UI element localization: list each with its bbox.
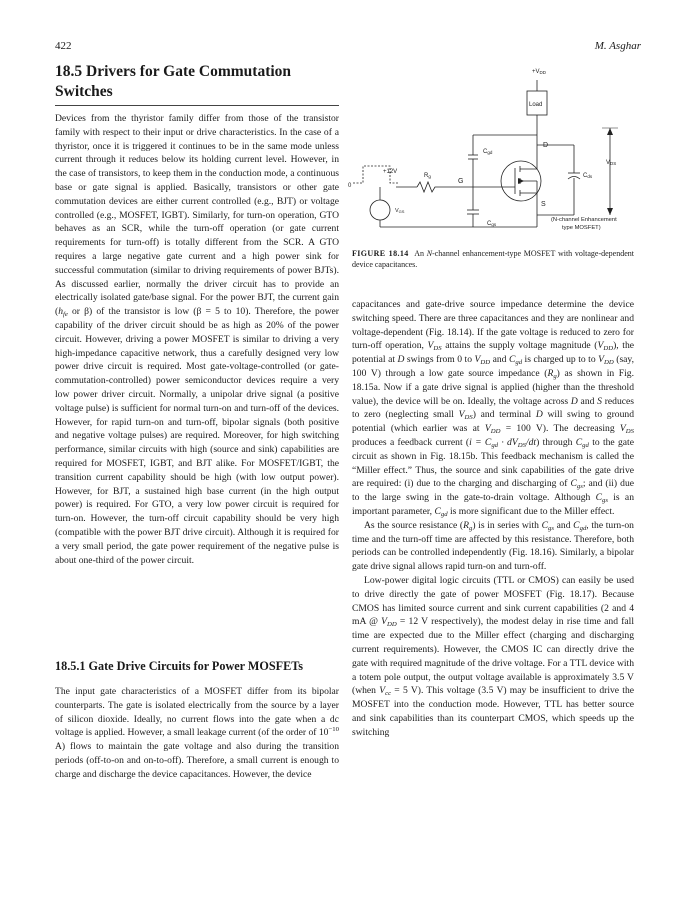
figure-caption: FIGURE 18.14 An N-channel enhancement-type MOSFET with voltage-dependent device capacitances.: [352, 249, 635, 269]
mosfet-type-line1: (N-channel Enhancement: [551, 217, 617, 223]
mosfet-circuit-figure: [340, 60, 640, 245]
left-column: [55, 112, 339, 567]
paragraph: capacitances and gate-drive source impedance determine the device switching speed. There are three capacitances and they are nonlinear and voltage-dependent (Fig. 18.14). If the gate voltage is reduced to zero for turn-off operation, $V_{DS}$ attains the supply voltage magnitude $(V_{DD})$, the potential at D swings from 0 to $V_{DD}$ and $C_{gd}$ is charged up to to $V_{DD}$ (say, 100 V) through a low gate source impedance $(R_g)$ as shown in Fig. 18.15a. Now if a gate drive signal is applied (higher than the threshold value), the device will be on. Ideally, the voltage across D and S reduces to zero (neglecting small $V_{DS}$) and terminal D will swing to ground potential (which earlier was at $V_{DD} = 100$ V). The decreasing $V_{DS}$ produces a feedback current $(i = C_{gd} \cdot dV_{DS}/dt)$ through $C_{gd}$ to the gate circuit as shown in Fig. 18.15b. This feedback mechanism is called the “Miller effect.” Thus, the source and sink capabilities of the gate drive are required: (i) due to the charging and discharging of $C_{gs}$; and (ii) due to the large swing in the gate-to-drain voltage. Although $C_{gs}$ is an important parameter, $C_{gd}$ is more significant due to the Miller effect.: [352, 299, 635, 518]
mosfet-type-line2: type MOSFET): [562, 225, 601, 231]
section-number: 18.5: [55, 63, 83, 80]
cds-label: Cds: [583, 173, 593, 179]
section-title: [55, 62, 340, 102]
figure-label: FIGURE 18.14: [352, 249, 409, 258]
running-head: M. Asghar: [594, 40, 641, 52]
g-terminal-label: G: [458, 178, 464, 185]
subsection-title: [55, 659, 339, 674]
vgs-label: VGS: [395, 208, 405, 214]
plus12v-label: +12V: [383, 169, 398, 175]
vgs-source: [370, 200, 390, 220]
d-terminal-label: D: [543, 142, 549, 149]
title-rule: [55, 105, 339, 106]
subsection-number: 18.5.1: [55, 659, 86, 673]
vds-label: VDS: [606, 160, 617, 166]
cgd-label: Cgd: [483, 149, 493, 155]
section-title-text: Drivers for Gate Commutation Switches: [55, 63, 292, 100]
rg-label: Rg: [424, 173, 431, 179]
paragraph: Low-power digital logic circuits (TTL or CMOS) can easily be used to drive directly the gate of power MOSFET (Fig. 18.17). Because CMOS has limited source current and sink current capabilities (2 and 4 mA @ $V_{DD} = 12$ V respectively), the modest delay in rise time and fall time are expected due to the Miller effect (charging and discharging current requirements). However, the CMOS IC can directly drive the gate with required magnitude of the drive voltage. For a TTL device with a totem pole output, the output voltage available is approximately 3.5 V (when $V_{cc} = 5$ V). This voltage (3.5 V) may be insufficient to drive the MOSFET into the conduction mode. However, TTL has better source and sink capabilities than its counterpart CMOS, which speeds up the switching: [352, 574, 634, 738]
cgs-label: Cgs: [487, 221, 497, 227]
paragraph: As the source resistance $(R_g)$ is in series with $C_{gs}$ and $C_{gd}$, the turn-on time and the turn-off time are affected by this resistance. Therefore, both periods can be controlled independently (Fig. 18.16). Similarly, a bipolar gate drive signal allows rapid turn-on and turn-off.: [352, 519, 634, 573]
s-terminal-label: S: [541, 201, 546, 208]
zero-label: 0: [348, 183, 352, 189]
paragraph: The input gate characteristics of a MOSFET differ from its bipolar counterparts. The gate is isolated electrically from the source by a layer of silicon dioxide. Ideally, no current flows into the gate when a dc voltage is applied. However, a small leakage current (of the order of $10^{-10}$ A) flows to maintain the gate voltage and also during the transition periods (off-to-on and on-to-off). Therefore, a small current is enough to charge and discharge the device capacitances. However, the device: [55, 686, 339, 780]
subsection-title-text: Gate Drive Circuits for Power MOSFETs: [88, 659, 304, 673]
right-column: [352, 298, 634, 740]
load-label: Load: [529, 102, 543, 108]
vdd-label: +VDD: [532, 69, 547, 75]
page-number: 422: [55, 40, 72, 52]
left-column-2: [55, 685, 339, 782]
paragraph: Devices from the thyristor family differ from those of the transistor family with respect to their input or drive characteristics. In the case of a thyristor, once it is triggered it continues to be in the same mode unless current through it reduces below its holding current level. However, in the case of transistors, to keep them in the conduction mode, a continuous base or gate signal is applied. Basically, transistors or other gate commutation devices are either current controlled (e.g., BJT) or voltage controlled (e.g., MOSFET, IGBT). Similarly, for turn-on operation, GTO behaves as an SCR, while the turn-off operation (or gate current requirements for turn-off) is totally different from the SCR. A GTO requires a large negative gate current and a high power sink for successful commutation (similar to driving requirements of power BJTs). As discussed earlier, normally the driver circuit has to provide an electrically isolated gate/base signal. For the power BJT, the current gain ($h_{fe}$ or β) of the transistor is low (β = 5 to 10). Therefore, the power capability of the driver circuit should be as high as 20% of the power circuit. However, driving a power MOSFET is similar to driving a very high-impedance capacitive network, thus a carefully designed very low power drive circuit is required. Most gate-voltage-controlled (or gate-commutation-controlled) power semiconductor devices require a very low power driver circuit. Normally, a unipolar drive signal (a positive voltage pulse) is sufficient for normal turn-on and turn-off of the devices. However, for rapid turn-on and turn-off, bipolar signals (both positive and negative voltage pulses) are required. Moreover, for high switching performance, similar circuits with high (source and sink) capabilities are required for MOSFET, IGBT, and BJT alike. For MOSFET/IGBT, the transition current capability should be high (with low output power). However, for BJT, a sustained high base current (in the high output power) is required. For GTO, a very low power circuit is required for turn-on. However, the turn-off circuit capability should be very high (compatible with the power BJT drive circuit). Although it is required for a very small period, the gate power requirement of the negative pulse is about one-third of the power circuit.: [55, 113, 339, 566]
